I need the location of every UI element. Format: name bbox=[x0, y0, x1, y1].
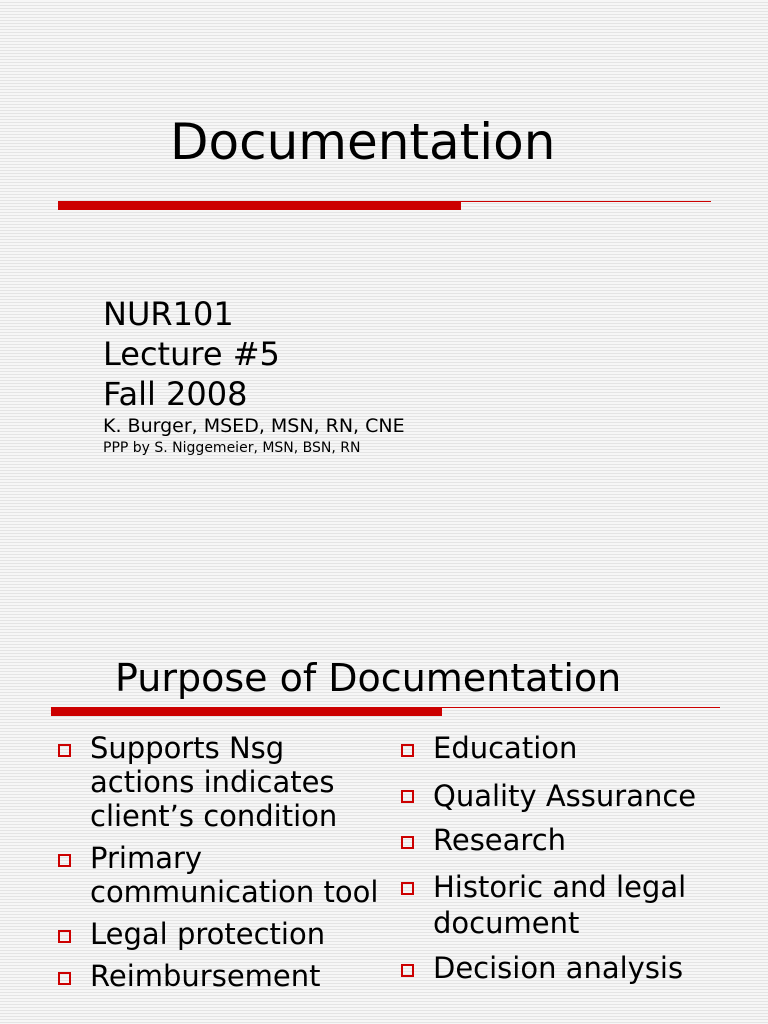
title-underline-thin bbox=[442, 707, 720, 708]
course-info bbox=[103, 294, 405, 458]
title-underline-thick bbox=[51, 707, 442, 716]
list-item: Primary communication tool bbox=[52, 841, 382, 909]
hollow-square-bullet-icon bbox=[401, 744, 414, 757]
list-item: Quality Assurance bbox=[395, 777, 725, 815]
list-item: Historic and legal document bbox=[395, 869, 725, 941]
purpose-slide bbox=[0, 620, 768, 1024]
hollow-square-bullet-icon bbox=[401, 790, 414, 803]
list-item: Research bbox=[395, 823, 725, 857]
slide-title: Purpose of Documentation bbox=[115, 656, 622, 700]
right-bullet-list bbox=[395, 731, 725, 993]
credit-line: PPP by S. Niggemeier, MSN, BSN, RN bbox=[103, 440, 361, 456]
list-item: Decision analysis bbox=[395, 951, 725, 985]
title-underline-thin bbox=[461, 201, 711, 202]
hollow-square-bullet-icon bbox=[58, 854, 71, 867]
lecture-number: Lecture #5 bbox=[103, 335, 280, 373]
list-item: Education bbox=[395, 731, 725, 765]
hollow-square-bullet-icon bbox=[401, 964, 414, 977]
hollow-square-bullet-icon bbox=[401, 836, 414, 849]
hollow-square-bullet-icon bbox=[58, 972, 71, 985]
slide-title: Documentation bbox=[170, 113, 556, 171]
hollow-square-bullet-icon bbox=[58, 744, 71, 757]
list-item: Supports Nsg actions indicates client’s condition bbox=[52, 731, 382, 833]
hollow-square-bullet-icon bbox=[58, 930, 71, 943]
term: Fall 2008 bbox=[103, 375, 248, 413]
left-bullet-list bbox=[52, 731, 382, 1001]
instructor: K. Burger, MSED, MSN, RN, CNE bbox=[103, 415, 405, 437]
hollow-square-bullet-icon bbox=[401, 882, 414, 895]
course-code: NUR101 bbox=[103, 295, 234, 333]
title-underline-thick bbox=[58, 201, 461, 210]
list-item: Reimbursement bbox=[52, 959, 382, 993]
list-item: Legal protection bbox=[52, 917, 382, 951]
